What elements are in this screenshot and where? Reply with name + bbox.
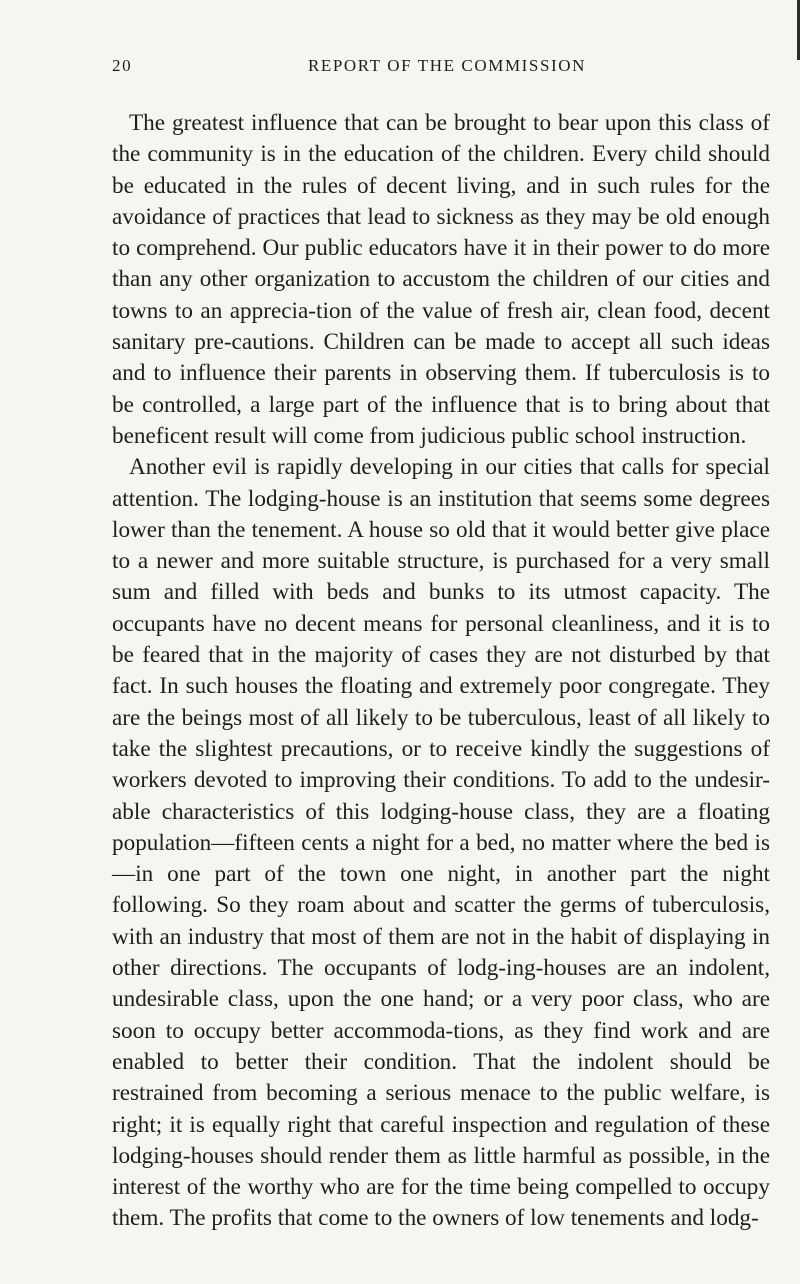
page-number: 20 xyxy=(112,56,133,75)
paragraph-lodging-house: Another evil is rapidly developing in our cities that calls for special attention. The lodging-house is an institution that seems some degrees lower than the tenement. A house so old that it would better give place to a newer and more suitable structure, is purchased for a very small sum and filled with beds and bunks to its utmost capacity. The occupants have no decent means for personal cleanliness, and it is to be feared that in the majority of cases they are not disturbed by that fact. In such houses the floating and extremely poor congregate. They are the beings most of all likely to be tuberculous, least of all likely to take the slightest precautions, or to receive kindly the suggestions of workers devoted to improving their conditions. To add to the undesir-able characteristics of this lodging-house class, they are a floating population—fifteen cents a night for a bed, no matter where the bed is—in one part of the town one night, in another part the night following. So they roam about and scatter the germs of tuberculosis, with an industry that most of them are not in the habit of displaying in other directions. The occupants of lodg-ing-houses are an indolent, undesirable class, upon the one hand; or a very poor class, who are soon to occupy better accommoda-tions, as they find work and are enabled to better their condition. That the indolent should be restrained from becoming a serious menace to the public welfare, is right; it is equally right that careful inspection and regulation of these lodging-houses should render them as little harmful as possible, in the interest of the worthy who are for the time being compelled to occupy them. The profits that come to the owners of low tenements and lodg- xyxy=(112,454,770,1232)
paragraph-education: The greatest influence that can be brought to bear upon this class of the community is in the education of the children. Every child should be educated in the rules of decent living, and in such rules for the avoidance of practices that lead to sickness as they may be old enough to comprehend. Our public educators have it in their power to do more than any other organization to accustom the children of our cities and towns to an apprecia-tion of the value of fresh air, clean food, decent sanitary pre-cautions. Children can be made to accept all such ideas and to influence their parents in observing them. If tuberculosis is to be controlled, a large part of the influence that is to bring about that beneficent result will come from judicious public school instruction. xyxy=(112,110,770,449)
body-text xyxy=(112,108,770,1235)
running-head: REPORT OF THE COMMISSION xyxy=(307,56,587,75)
page-header xyxy=(112,56,772,82)
